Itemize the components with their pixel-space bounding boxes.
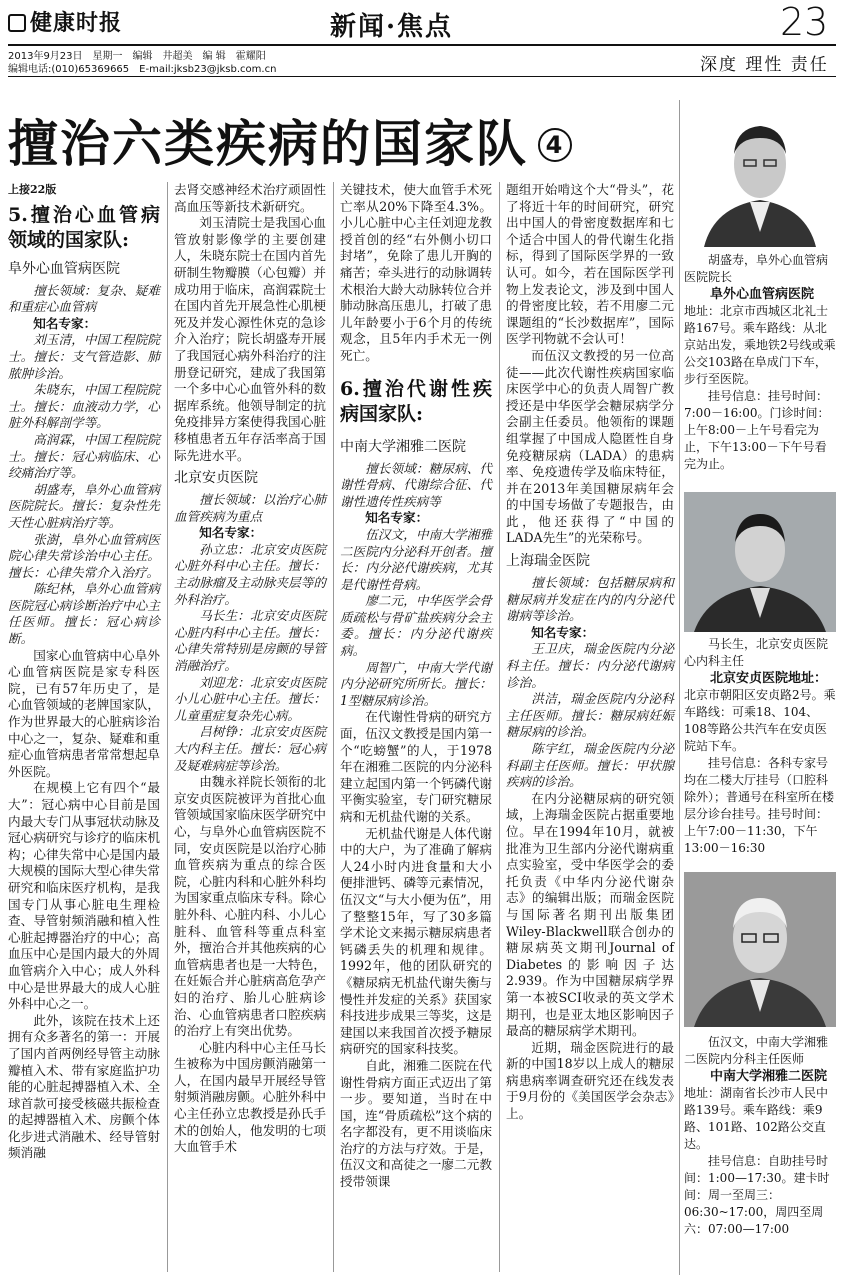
portrait-photo-hu (684, 102, 836, 247)
hospital-heading-xiangya: 中南大学湘雅二医院 (340, 438, 466, 455)
hospital-address: 北京市朝阳区安贞路2号。乘车路线：可乘18、104、108等路公共汽车在安贞医院站下车。 (684, 688, 836, 753)
expert-entry: 洪洁，瑞金医院内分泌科主任医师。擅长：糖尿病妊娠糖尿病的诊治。 (506, 691, 674, 740)
paragraph: 刘玉清院士是我国心血管放射影像学的主要创建人，朱晓东院士在国内首先研制生物瓣膜（心包瓣）并成功用于临床，高润霖院士在国内首先开展急性心肌梗死及并发心源性休克的急诊介入治疗；院长胡盛寿开展了我国冠心病外科治疗的注册登记研究，建成了我国第一个多中心心血管外科的数据库系统。他领导制定的抗免疫排异方案使得我国心脏移植患者五年存活率高于国际先进水平。 (174, 215, 326, 463)
logo-text: 健康时报 (30, 10, 123, 36)
paragraph: 在内分泌糖尿病的研究领域，上海瑞金医院占据重要地位。早在1994年10月，就被批准为卫生部内分泌代谢病重点实验室，受中华医学会的委托负责《中华内分泌代谢杂志》的编辑出版；而瑞金医院与国际著名期刊出版集团Wiley-Blackwell联合创办的糖尿病英文期刊Journal of Diabetes的影响因子达2.939。作为中国糖尿病学界第一本被SCI收录的英文学术期刊，也是亚太地区影响因子最高的糖尿病学术期刊。 (506, 790, 674, 1039)
section-heading-endo: 6.擅治代谢性疾病国家队: (340, 377, 492, 425)
expert-entry: 陈宇红，瑞金医院内分泌科副主任医师。擅长：甲状腺疾病的诊治。 (506, 741, 674, 790)
paragraph: 无机盐代谢是人体代谢中的大户，为了准确了解病人24小时内进食量和大小便排泄钙、磷等元素情况，伍汉文“与大小便为伍”，用了整整15年，写了30多篇学术论文来揭示糖尿病患者钙磷丢失的机理和规律。1992年，他的团队研究的《糖尿病无机盐代谢失衡与慢性并发症的关系》获国家科技进步成果三等奖，这是建国以来我国首次授予糖尿病研究的国家科技奖。 (340, 825, 492, 1057)
hospital-name: 北京安贞医院地址： (710, 671, 828, 686)
paragraph: 在代谢性骨病的研究方面，伍汉文教授是国内第一个“吃螃蟹”的人，于1978年在湘雅二医院的内分泌科建立起国内第一个钙磷代谢平衡实验室，专门研究糖尿病和无机盐代谢的关系。 (340, 709, 492, 824)
photo-caption: 胡盛寿，阜外心血管病医院院长 (684, 253, 829, 284)
expert-entry: 朱晓东，中国工程院院士。擅长：血液动力学，心脏外科解剖学等。 (8, 382, 160, 431)
issue-date-line: 2013年9月23日 星期一 编辑 井超美 编 辑 霍耀阳 (8, 51, 266, 62)
paragraph: 自此，湘雅二医院在代谢性骨病方面正式迈出了第一步。要知道，当时在中国，连“骨质疏松”这个病的名字都没有，更不用谈临床治疗的方法与疗效。于是，伍汉文和高徒之一廖二元教授带领课 (340, 1057, 492, 1190)
expert-entry: 胡盛寿，阜外心血管病医院院长。擅长：复杂性先天性心脏病治疗等。 (8, 481, 160, 530)
column-3 (340, 182, 492, 1191)
paragraph: 擅长领域：包括糖尿病和糖尿病并发症在内的内分泌代谢病等诊治。 (506, 575, 674, 624)
expert-entry: 廖二元，中华医学会骨质疏松与骨矿盐疾病分会主委。擅长：内分泌代谢疾病。 (340, 593, 492, 659)
paragraph: 国家心血管病中心阜外心血管病医院是家专科医院，已有57年历史了，是心血管领域的老牌国家队，作为世界最大的心脏病诊治中心之一，复杂、疑难和重症心血管病患者常常想起阜外医院。 (8, 647, 160, 779)
sidebar-divider (679, 100, 680, 1275)
column-divider (499, 182, 500, 1272)
paragraph: 此外，该院在技术上还拥有众多著名的第一：开展了国内首两例经导管主动脉瓣植入术、带有家庭监护功能的心脏起搏器植入术、全球首款可接受核磁共振检查的起搏器植入术、房颤个体化步进式消融术、经导管射频消融 (8, 1012, 160, 1161)
registration-info: 挂号信息：自助挂号时间：1:00—17:30。建卡时间：周一至周三：06:30~17:00，周四至周六：07:00—17:00 (684, 1154, 830, 1236)
paragraph: 知名专家： (33, 315, 97, 331)
expert-entry: 伍汉文，中南大学湘雅二医院内分泌科开创者。擅长：内分泌代谢疾病，尤其是代谢性骨病。 (340, 526, 492, 592)
portrait-photo-ma (684, 492, 836, 632)
column-divider (167, 182, 168, 1272)
expert-entry: 吕树铮：北京安贞医院大内科主任。擅长：冠心病及疑难病症等诊治。 (174, 724, 326, 773)
sidebar-block-xiangya (684, 1034, 836, 1238)
paragraph: 在规模上它有四个“最大”：冠心病中心目前是国内最大专门从事冠状动脉及冠心病研究与诊疗的临床机构；心律失常中心是国内最大规模的国际大型心律失常研究和临床医疗机构，是我国专门从事心脏电生理检查、导管射频消融和植入性心脏起搏器治疗的中心；高血压中心是国内最大的外周血管病介入中心；成人外科中心是世界最大的成人心脏外科中心之一。 (8, 780, 160, 1012)
subheader-rule (8, 76, 836, 77)
section-heading-cardio: 5.擅治心血管病领域的国家队: (8, 203, 160, 251)
section-title: 新闻·焦点 (330, 12, 454, 42)
portrait-hu-icon (684, 102, 836, 247)
header-rule (8, 44, 836, 46)
headline-text: 擅治六类疾病的国家队 (8, 114, 528, 173)
editor-contact-line: 编辑电话:(010)65369665 E-mail:jksb23@jksb.com.cn (8, 64, 277, 75)
expert-entry: 陈纪林，阜外心血管病医院冠心病诊断治疗中心主任医师。擅长：冠心病诊断。 (8, 581, 160, 647)
sidebar-block-fuwai (684, 252, 836, 473)
sidebar-block-anzhen (684, 636, 836, 857)
portrait-photo-wu (684, 872, 836, 1027)
logo-mark-icon (8, 14, 26, 32)
hospital-name: 中南大学湘雅二医院 (710, 1069, 828, 1084)
column-4 (506, 182, 674, 1123)
slogan: 深度 理性 责任 (700, 55, 829, 75)
continued-note: 上接22版 (8, 183, 57, 196)
expert-entry: 刘迎龙：北京安贞医院小儿心脏中心主任。擅长：儿童重症复杂先心病。 (174, 674, 326, 723)
registration-info: 挂号信息：各科专家号均在二楼大厅挂号（口腔科除外）；普通号在科室所在楼层分诊台挂号。挂号时间：上午7:00－11:30，下午13:00－16:30 (684, 756, 835, 855)
hospital-heading-anzhen: 北京安贞医院 (174, 470, 258, 487)
expert-entry: 孙立忠：北京安贞医院心脏外科中心主任。擅长：主动脉瘤及主动脉夹层等的外科治疗。 (174, 541, 326, 607)
paragraph: 关键技术，使大血管手术死亡率从20%下降至4.3%。小儿心脏中心主任刘迎龙教授首创的经“右外侧小切口封堵”，免除了患儿开胸的痛苦；牵头进行的动脉调转术根治大龄大动脉转位合并肺动脉高压患儿，打破了患儿年龄要小于6个月的传统观念，且5年内手术无一例死亡。 (340, 182, 492, 363)
hospital-address: 地址：北京市西城区北礼士路167号。乘车路线：从北京站出发，乘地铁2号线或乘公交103路在阜成门下车，步行至医院。 (684, 304, 836, 386)
hospital-heading-fuwai: 阜外心血管病医院 (8, 260, 120, 277)
photo-caption: 伍汉文，中南大学湘雅二医院内分科主任医师 (684, 1035, 829, 1066)
page-number: 23 (780, 0, 829, 44)
paragraph: 近期，瑞金医院进行的最新的中国18岁以上成人的糖尿病患病率调查研究还在线发表于9月份的《美国医学会杂志》上。 (506, 1039, 674, 1122)
paragraph: 知名专家： (365, 510, 429, 526)
expert-entry: 王卫庆，瑞金医院内分泌科主任。擅长：内分泌代谢病诊治。 (506, 641, 674, 690)
expert-entry: 周智广，中南大学代谢内分泌研究所所长。擅长：1型糖尿病诊治。 (340, 659, 492, 708)
column-1 (8, 182, 160, 1162)
masthead (0, 0, 844, 46)
expert-entry: 张澍，阜外心血管病医院心律失常诊治中心主任。擅长：心律失常介入治疗。 (8, 531, 160, 580)
expert-entry: 刘玉清，中国工程院院士。擅长：支气管造影、肺脓肿诊治。 (8, 332, 160, 381)
expert-entry: 马长生：北京安贞医院心脏内科中心主任。擅长：心律失常特别是房颤的导管消融治疗。 (174, 608, 326, 674)
paragraph: 擅长领域：糖尿病、代谢性骨病、代谢综合征、代谢性遗传性疾病等 (340, 460, 492, 509)
paragraph: 心脏内科中心主任马长生被称为中国房颤消融第一人，在国内最早开展经导管射频消融房颤。心脏外科中心主任孙立忠教授是孙氏手术的创始人，他发明的七项大血管手术 (174, 1039, 326, 1155)
paragraph: 知名专家： (199, 525, 263, 541)
column-2 (174, 182, 326, 1156)
paragraph: 去肾交感神经术治疗顽固性高血压等新技术新研究。 (174, 182, 326, 214)
expert-entry: 高润霖，中国工程院院士。擅长：冠心病临床、心绞痛治疗等。 (8, 431, 160, 481)
hospital-name: 阜外心血管病医院 (710, 287, 815, 302)
hospital-address: 地址：湖南省长沙市人民中路139号。乘车路线：乘9路、101路、102路公交直达。 (684, 1086, 829, 1151)
photo-caption: 马长生，北京安贞医院心内科主任 (684, 637, 829, 668)
column-divider (333, 182, 334, 1272)
newspaper-logo (8, 6, 122, 37)
paragraph: 擅长领域：以治疗心肺血管疾病为重点 (174, 492, 326, 524)
paragraph: 知名专家： (531, 624, 595, 640)
paragraph: 题组开始啃这个大“骨头”，花了将近十年的时间研究，研究出中国人的骨密度数据库和七个适合中国人的骨代谢生化指标，得到了国际医学界的一致认可。如今，若在国际医学刊物上发表论文，涉及到中国人的骨密度比较，若不用廖二元课题组的“长沙数据库”，国际医学刊物就不会认可！ (506, 182, 674, 347)
portrait-wu-icon (684, 872, 836, 1027)
paragraph: 由魏永祥院长领衔的北京安贞医院被评为首批心血管领域国家临床医学研究中心，与阜外心血管病医院不同，安贞医院是以治疗心肺血管疾病为重点的综合医院，心脏内科和心脏外科均为国家重点临床专科。除心脏外科、心脏内科、小儿心脏科、血管科等重点科室外，擅治合并其他疾病的心血管病患者也是一大特色，在妊娠合并心脏病高危孕产妇的治疗、胎儿心脏病诊治、心血管病患者口腔疾病的治疗上有突出优势。 (174, 774, 326, 1039)
registration-info: 挂号信息：挂号时间：7:00－16:00。门诊时间：上午8:00－上午号看完为止，下午13:00－下午号看完为止。 (684, 389, 830, 471)
article-headline (8, 104, 572, 176)
portrait-ma-icon (684, 492, 836, 632)
series-number: 4 (538, 128, 572, 162)
paragraph: 擅长领域：复杂、疑难和重症心血管病 (8, 282, 160, 315)
hospital-heading-ruijin: 上海瑞金医院 (506, 553, 590, 570)
paragraph: 而伍汉文教授的另一位高徒——此次代谢性疾病国家临床医学中心的负责人周智广教授还是中华医学会糖尿病学分会副主任委员。他领衔的课题组掌握了中国成人隐匿性自身免疫糖尿病（LADA）的患病率、免疫遗传学及临床特征，并在2013年美国糖尿病年会的中国专场做了专题报告，由此，他还获得了“中国的LADA先生”的光荣称号。 (506, 347, 674, 546)
